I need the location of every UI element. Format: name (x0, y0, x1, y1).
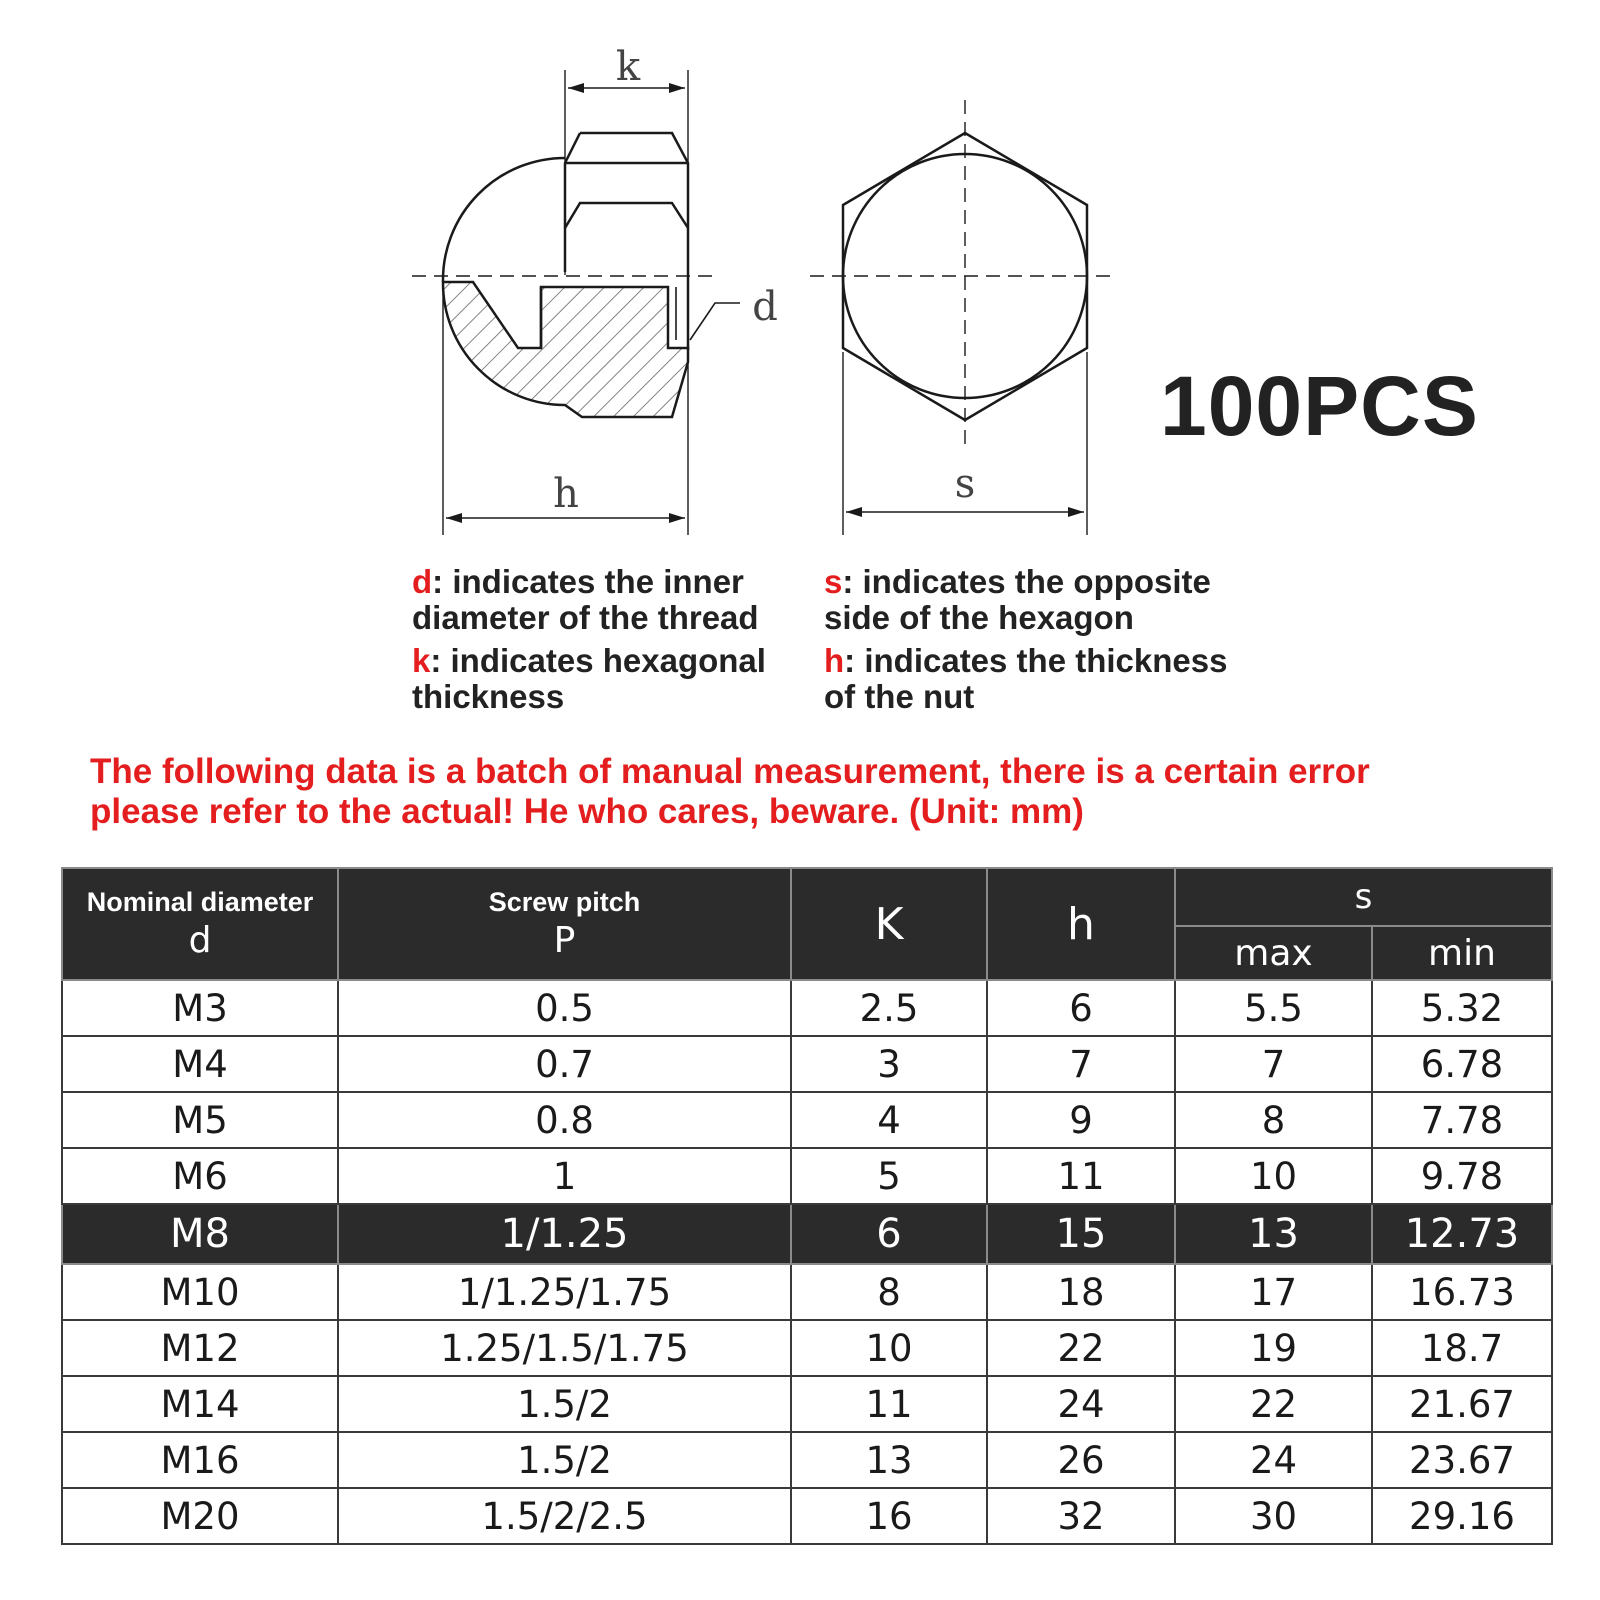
table-row (62, 1320, 1552, 1376)
dim-label-h: h (553, 471, 579, 517)
table-row (62, 1376, 1552, 1432)
cell-nominal-diameter: M16 (62, 1432, 338, 1488)
legend-text: : indicates hexagonal thickness (412, 642, 766, 715)
cell-s-min: 16.73 (1372, 1264, 1552, 1320)
legend-d (412, 564, 832, 636)
cell-screw-pitch: 1.5/2/2.5 (338, 1488, 791, 1544)
cell-nominal-diameter: M14 (62, 1376, 338, 1432)
table-row (62, 1204, 1552, 1264)
measurement-notice (90, 752, 1570, 832)
cell-k: 13 (791, 1432, 987, 1488)
header-symbol: d (188, 920, 212, 961)
cell-h: 6 (987, 980, 1175, 1036)
cell-k: 4 (791, 1092, 987, 1148)
cell-k: 3 (791, 1036, 987, 1092)
header-nominal-diameter (62, 868, 338, 980)
cell-s-max: 8 (1175, 1092, 1372, 1148)
cell-nominal-diameter: M20 (62, 1488, 338, 1544)
cell-s-max: 19 (1175, 1320, 1372, 1376)
header-s-max: max (1175, 926, 1372, 980)
table-row (62, 1148, 1552, 1204)
header-h: h (987, 868, 1175, 980)
cell-s-min: 29.16 (1372, 1488, 1552, 1544)
cell-h: 9 (987, 1092, 1175, 1148)
cell-s-min: 12.73 (1372, 1204, 1552, 1264)
table-body (62, 980, 1552, 1544)
legend-key: d (412, 563, 433, 600)
cell-s-max: 24 (1175, 1432, 1372, 1488)
legend-k (412, 643, 832, 715)
side-view (412, 70, 740, 535)
legend-text: : indicates the thickness of the nut (824, 642, 1228, 715)
cell-screw-pitch: 1/1.25/1.75 (338, 1264, 791, 1320)
cell-nominal-diameter: M4 (62, 1036, 338, 1092)
table-row (62, 1264, 1552, 1320)
cell-h: 26 (987, 1432, 1175, 1488)
cell-screw-pitch: 1.25/1.5/1.75 (338, 1320, 791, 1376)
cell-screw-pitch: 0.5 (338, 980, 791, 1036)
cell-s-max: 5.5 (1175, 980, 1372, 1036)
cell-screw-pitch: 1.5/2 (338, 1432, 791, 1488)
cell-screw-pitch: 1.5/2 (338, 1376, 791, 1432)
header-title: Nominal diameter (86, 887, 314, 917)
quantity-label: 100PCS (1160, 359, 1479, 453)
cell-s-min: 21.67 (1372, 1376, 1552, 1432)
cell-s-max: 17 (1175, 1264, 1372, 1320)
header-screw-pitch (338, 868, 791, 980)
cell-s-min: 6.78 (1372, 1036, 1552, 1092)
cell-h: 24 (987, 1376, 1175, 1432)
legend-key: h (824, 642, 845, 679)
cell-nominal-diameter: M8 (62, 1204, 338, 1264)
cell-s-max: 30 (1175, 1488, 1372, 1544)
cell-h: 7 (987, 1036, 1175, 1092)
header-k: K (791, 868, 987, 980)
header-title: Screw pitch (488, 887, 641, 917)
notice-line-2: please refer to the actual! He who cares, beware. (Unit: mm) (90, 792, 1084, 831)
cell-h: 32 (987, 1488, 1175, 1544)
dim-label-d: d (752, 284, 778, 330)
cell-k: 10 (791, 1320, 987, 1376)
dim-label-k: k (615, 44, 641, 90)
cell-s-min: 18.7 (1372, 1320, 1552, 1376)
cell-nominal-diameter: M6 (62, 1148, 338, 1204)
table-row (62, 980, 1552, 1036)
table-row (62, 1092, 1552, 1148)
legend-key: k (412, 642, 431, 679)
header-symbol: P (553, 920, 576, 961)
legend-key: s (824, 563, 843, 600)
cell-s-min: 9.78 (1372, 1148, 1552, 1204)
cell-screw-pitch: 1 (338, 1148, 791, 1204)
cell-k: 6 (791, 1204, 987, 1264)
legend-text: : indicates the opposite side of the hexagon (824, 563, 1211, 636)
cell-screw-pitch: 0.7 (338, 1036, 791, 1092)
cell-nominal-diameter: M3 (62, 980, 338, 1036)
cell-s-min: 7.78 (1372, 1092, 1552, 1148)
cell-nominal-diameter: M10 (62, 1264, 338, 1320)
header-s: s (1175, 868, 1552, 926)
dimension-table (61, 867, 1553, 1545)
cell-k: 2.5 (791, 980, 987, 1036)
table-row (62, 1036, 1552, 1092)
legend-h (824, 643, 1244, 715)
cell-s-min: 23.67 (1372, 1432, 1552, 1488)
legend-text: : indicates the inner diameter of the thread (412, 563, 759, 636)
cell-h: 15 (987, 1204, 1175, 1264)
cell-k: 16 (791, 1488, 987, 1544)
cell-s-min: 5.32 (1372, 980, 1552, 1036)
cell-screw-pitch: 0.8 (338, 1092, 791, 1148)
cell-nominal-diameter: M12 (62, 1320, 338, 1376)
cell-h: 22 (987, 1320, 1175, 1376)
cell-s-max: 10 (1175, 1148, 1372, 1204)
header-s-min: min (1372, 926, 1552, 980)
cell-s-max: 13 (1175, 1204, 1372, 1264)
table-row (62, 1488, 1552, 1544)
cell-k: 11 (791, 1376, 987, 1432)
cell-nominal-diameter: M5 (62, 1092, 338, 1148)
cell-k: 8 (791, 1264, 987, 1320)
cell-s-max: 22 (1175, 1376, 1372, 1432)
dim-label-s: s (954, 461, 976, 507)
legend-s (824, 564, 1244, 636)
table-row (62, 1432, 1552, 1488)
cell-screw-pitch: 1/1.25 (338, 1204, 791, 1264)
cell-s-max: 7 (1175, 1036, 1372, 1092)
cell-h: 18 (987, 1264, 1175, 1320)
cell-k: 5 (791, 1148, 987, 1204)
cell-h: 11 (987, 1148, 1175, 1204)
notice-line-1: The following data is a batch of manual measurement, there is a certain error (90, 752, 1370, 791)
